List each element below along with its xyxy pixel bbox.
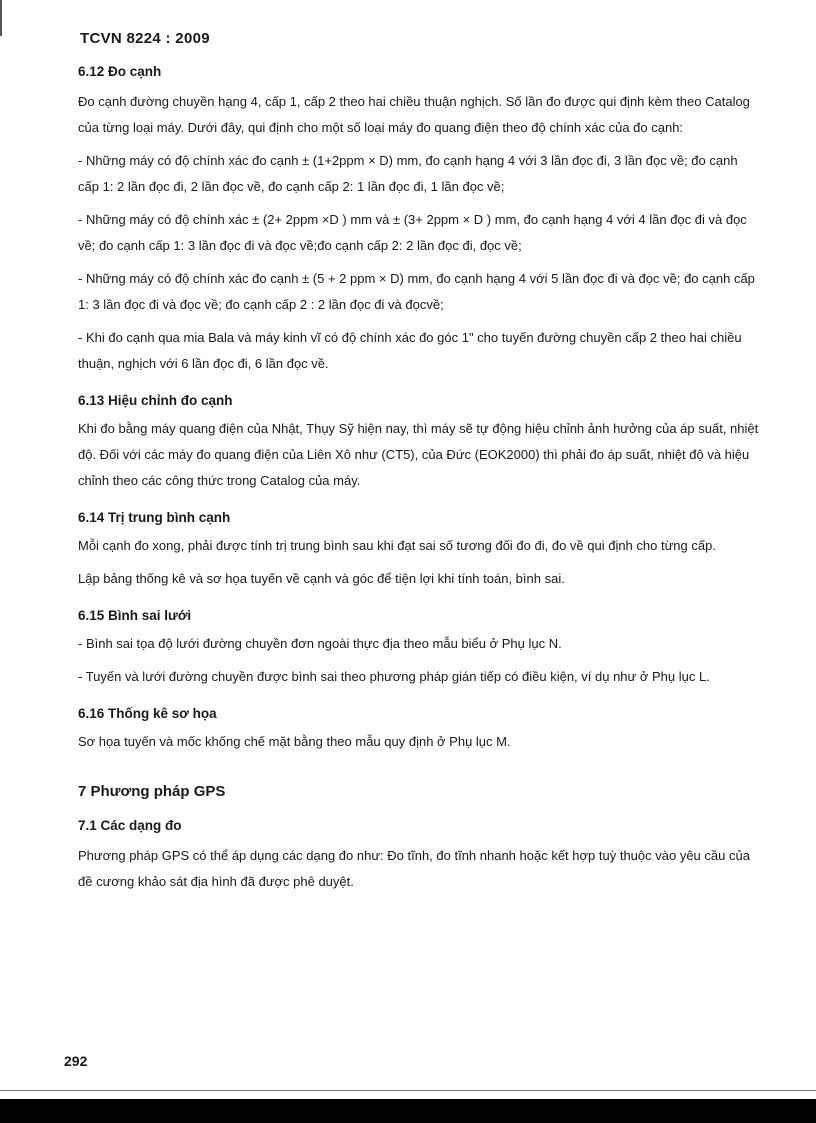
section-6-12-bullet-3: - Những máy có độ chính xác đo cạnh ± (5 + 2 ppm × D) mm, đo cạnh hạng 4 với 5 lần đọc đi và đọc về; đo cạnh cấp 1: 3 lần đọc đi và đọc về; đo cạnh cấp 2 : 2 lần đọc đi và đọcvề; bbox=[78, 271, 755, 312]
section-6-12-heading: 6.12 Đo cạnh bbox=[78, 64, 162, 79]
section-6-12-bullet-4: - Khi đo cạnh qua mia Bala và máy kinh vĩ có độ chính xác đo góc 1" cho tuyến đường chuyền cấp 2 theo hai chiều thuận, nghịch với 6 lần đọc đi, 6 lần đọc về. bbox=[78, 330, 742, 371]
section-6-14-paragraph-1: Mỗi cạnh đo xong, phải được tính trị trung bình sau khi đạt sai số tương đối đo đi, đo về qui định cho từng cấp. bbox=[78, 538, 716, 553]
section-7-1-paragraph: Phương pháp GPS có thể áp dụng các dạng đo như: Đo tĩnh, đo tĩnh nhanh hoặc kết hợp tuỳ thuộc vào yêu cầu của đề cương khảo sát địa hình đã được phê duyệt. bbox=[78, 848, 750, 889]
scan-edge-mark bbox=[0, 0, 2, 36]
section-6-12-paragraph: Đo cạnh đường chuyền hạng 4, cấp 1, cấp 2 theo hai chiều thuận nghịch. Số lần đo được qui định kèm theo Catalog của từng loại máy. Dưới đây, qui định cho một số loại máy đo quang điện theo độ chính xác của đo cạnh: bbox=[78, 94, 750, 135]
section-6-12-bullet-1: - Những máy có độ chính xác đo cạnh ± (1+2ppm × D) mm, đo cạnh hạng 4 với 3 lần đọc đi, 3 lần đọc về; đo cạnh cấp 1: 2 lần đọc đi, 2 lần đọc về, đo cạnh cấp 2: 1 lần đọc đi, 1 lần đọc về; bbox=[78, 153, 738, 194]
section-6-16-paragraph: Sơ họa tuyến và mốc khống chế mặt bằng theo mẫu quy định ở Phụ lục M. bbox=[78, 734, 511, 749]
page-number: 292 bbox=[64, 1053, 88, 1069]
section-6-16-heading: 6.16 Thống kê sơ họa bbox=[78, 706, 217, 721]
scan-divider-line bbox=[0, 1090, 816, 1091]
section-7-heading: 7 Phương pháp GPS bbox=[78, 783, 226, 800]
section-6-14-heading: 6.14 Trị trung bình cạnh bbox=[78, 510, 231, 525]
section-6-15-heading: 6.15 Bình sai lưới bbox=[78, 608, 192, 623]
section-6-12-bullet-2: - Những máy có độ chính xác ± (2+ 2ppm ×D ) mm và ± (3+ 2ppm × D ) mm, đo cạnh hạng 4 với 4 lần đọc đi và đọc về; đo cạnh cấp 1: 3 lần đọc đi và đọc về;đo cạnh cấp 2: 2 lần đọc đi, đọc về; bbox=[78, 212, 747, 253]
section-6-14-paragraph-2: Lập bảng thống kê và sơ họa tuyến về cạnh và góc để tiện lợi khi tính toán, bình sai. bbox=[78, 571, 565, 586]
scan-bottom-band bbox=[0, 1099, 816, 1123]
section-7-1-heading: 7.1 Các dạng đo bbox=[78, 818, 182, 833]
section-6-15-bullet-2: - Tuyến và lưới đường chuyền được bình sai theo phương pháp gián tiếp có điều kiện, ví dụ như ở Phụ lục L. bbox=[78, 669, 710, 684]
page-content bbox=[78, 64, 760, 895]
section-6-13-heading: 6.13 Hiệu chỉnh đo cạnh bbox=[78, 393, 233, 408]
section-6-13-paragraph: Khi đo bằng máy quang điện của Nhật, Thụy Sỹ hiện nay, thì máy sẽ tự động hiệu chỉnh ảnh hưởng của áp suất, nhiệt độ. Đối với các máy đo quang điện của Liên Xô như (CT5), của Đức (EOK2000) thì phải đo áp suất, nhiệt độ và hiệu chỉnh theo các công thức trong Catalog của máy. bbox=[78, 421, 759, 488]
standard-code-header: TCVN 8224 : 2009 bbox=[80, 30, 210, 47]
section-6-15-bullet-1: - Bình sai tọa độ lưới đường chuyền đơn ngoài thực địa theo mẫu biểu ở Phụ lục N. bbox=[78, 636, 562, 651]
